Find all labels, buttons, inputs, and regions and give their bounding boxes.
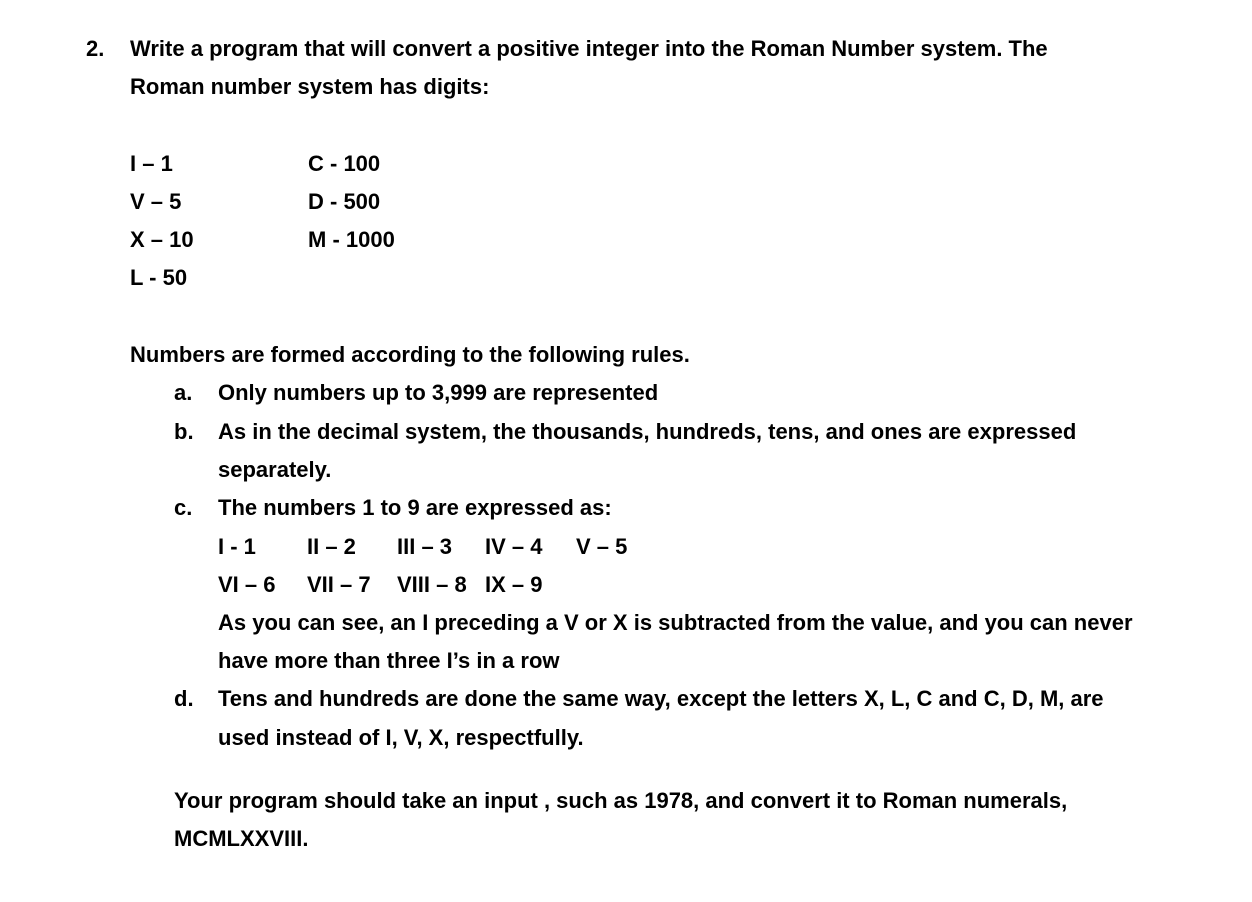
closing-line1: Your program should take an input , such as 1978, and convert it to Roman numerals, bbox=[174, 788, 1068, 813]
digit-entry-c: C - 100 bbox=[308, 151, 381, 176]
digit-entry-x: X – 10 bbox=[130, 227, 194, 252]
question-text-line2: Roman number system has digits: bbox=[130, 74, 490, 99]
question-number: 2. bbox=[86, 36, 105, 61]
rule-text: used instead of I, V, X, respectfully. bbox=[218, 725, 584, 750]
rule-text: The numbers 1 to 9 are expressed as: bbox=[218, 495, 612, 520]
rule-text: Tens and hundreds are done the same way, except the letters X, L, C and C, D, M, are bbox=[218, 686, 1104, 711]
digit-entry-v: V – 5 bbox=[130, 189, 182, 214]
digit-entry-m: M - 1000 bbox=[308, 227, 395, 252]
numeral-entry: VI – 6 bbox=[218, 572, 276, 597]
question-text-line1: Write a program that will convert a positive integer into the Roman Number system. The bbox=[130, 36, 1048, 61]
rule-text: Only numbers up to 3,999 are represented bbox=[218, 380, 659, 405]
numeral-entry: II – 2 bbox=[307, 534, 356, 559]
numeral-entry: III – 3 bbox=[397, 534, 453, 559]
numeral-entry: I - 1 bbox=[218, 534, 256, 559]
numeral-entry: IV – 4 bbox=[485, 534, 543, 559]
digit-entry-l: L - 50 bbox=[130, 265, 188, 290]
rule-label: a. bbox=[174, 380, 193, 405]
numeral-entry: V – 5 bbox=[576, 534, 628, 559]
rule-note: have more than three I’s in a row bbox=[218, 648, 560, 673]
rules-intro: Numbers are formed according to the following rules. bbox=[130, 342, 690, 367]
rule-note: As you can see, an I preceding a V or X is subtracted from the value, and you can never bbox=[218, 610, 1133, 635]
rule-label: d. bbox=[174, 686, 194, 711]
closing-line2: MCMLXXVIII. bbox=[174, 826, 309, 851]
numeral-entry: VII – 7 bbox=[307, 572, 371, 597]
digit-entry-i: I – 1 bbox=[130, 151, 173, 176]
rule-text: As in the decimal system, the thousands, hundreds, tens, and ones are expressed bbox=[218, 419, 1077, 444]
digit-entry-d: D - 500 bbox=[308, 189, 381, 214]
numeral-entry: IX – 9 bbox=[485, 572, 543, 597]
rule-label: c. bbox=[174, 495, 193, 520]
numeral-entry: VIII – 8 bbox=[397, 572, 467, 597]
rule-label: b. bbox=[174, 419, 194, 444]
rule-text: separately. bbox=[218, 457, 332, 482]
